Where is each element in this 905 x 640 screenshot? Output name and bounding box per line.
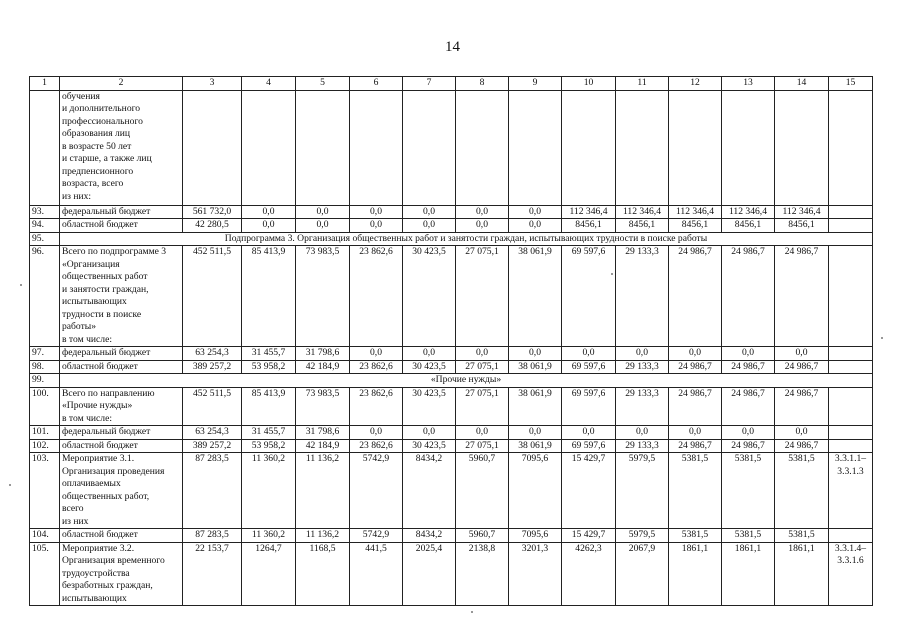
value-cell: 24 986,7 [775, 439, 829, 453]
scan-speck [881, 337, 883, 339]
value-cell: 8456,1 [722, 219, 775, 233]
value-cell: 2138,8 [456, 542, 509, 606]
value-cell: 112 346,4 [562, 205, 616, 219]
section-row [30, 232, 873, 246]
value-cell: 452 511,5 [183, 387, 242, 426]
value-cell [562, 90, 616, 205]
row-number: 99. [30, 374, 60, 388]
header-cell: 4 [242, 77, 296, 91]
value-cell: 63 254,3 [183, 426, 242, 440]
value-cell: 4262,3 [562, 542, 616, 606]
value-cell: 42 280,5 [183, 219, 242, 233]
header-cell: 2 [60, 77, 183, 91]
value-cell: 31 455,7 [242, 347, 296, 361]
value-cell: 8434,2 [403, 529, 456, 543]
value-cell: 30 423,5 [403, 439, 456, 453]
value-cell: 0,0 [242, 219, 296, 233]
row-label: федеральный бюджет [60, 347, 183, 361]
value-cell: 389 257,2 [183, 360, 242, 374]
value-cell: 23 862,6 [350, 439, 403, 453]
indicator-ref [829, 347, 873, 361]
header-cell: 11 [616, 77, 669, 91]
value-cell: 452 511,5 [183, 246, 242, 347]
table-row [30, 360, 873, 374]
value-cell: 69 597,6 [562, 360, 616, 374]
header-cell: 9 [509, 77, 562, 91]
value-cell: 0,0 [562, 347, 616, 361]
value-cell: 0,0 [509, 219, 562, 233]
row-number: 94. [30, 219, 60, 233]
value-cell: 15 429,7 [562, 453, 616, 529]
row-label: областной бюджет [60, 529, 183, 543]
value-cell: 0,0 [775, 347, 829, 361]
value-cell: 561 732,0 [183, 205, 242, 219]
value-cell: 0,0 [403, 347, 456, 361]
value-cell: 30 423,5 [403, 246, 456, 347]
value-cell: 42 184,9 [296, 439, 350, 453]
table-row [30, 219, 873, 233]
value-cell: 0,0 [242, 205, 296, 219]
value-cell: 0,0 [403, 426, 456, 440]
value-cell: 5381,5 [669, 453, 722, 529]
value-cell: 27 075,1 [456, 387, 509, 426]
value-cell: 27 075,1 [456, 360, 509, 374]
indicator-ref [829, 426, 873, 440]
section-title: «Прочие нужды» [60, 374, 873, 388]
value-cell: 23 862,6 [350, 387, 403, 426]
row-number: 96. [30, 246, 60, 347]
value-cell: 5381,5 [775, 453, 829, 529]
table-row [30, 90, 873, 205]
value-cell: 30 423,5 [403, 360, 456, 374]
value-cell: 69 597,6 [562, 387, 616, 426]
indicator-ref [829, 219, 873, 233]
value-cell: 1861,1 [722, 542, 775, 606]
value-cell: 0,0 [509, 205, 562, 219]
value-cell: 24 986,7 [722, 360, 775, 374]
value-cell: 38 061,9 [509, 246, 562, 347]
value-cell: 24 986,7 [669, 246, 722, 347]
value-cell: 24 986,7 [669, 439, 722, 453]
indicator-ref [829, 90, 873, 205]
value-cell: 38 061,9 [509, 439, 562, 453]
scan-speck [471, 611, 473, 613]
value-cell: 11 136,2 [296, 529, 350, 543]
value-cell: 0,0 [562, 426, 616, 440]
value-cell: 0,0 [669, 347, 722, 361]
value-cell: 7095,6 [509, 453, 562, 529]
indicator-ref [829, 205, 873, 219]
scan-speck [9, 484, 11, 486]
value-cell: 30 423,5 [403, 387, 456, 426]
value-cell: 0,0 [296, 205, 350, 219]
indicator-ref [829, 529, 873, 543]
value-cell: 69 597,6 [562, 246, 616, 347]
header-cell: 3 [183, 77, 242, 91]
value-cell [775, 90, 829, 205]
value-cell: 0,0 [403, 205, 456, 219]
row-number: 104. [30, 529, 60, 543]
value-cell: 27 075,1 [456, 246, 509, 347]
row-label: областной бюджет [60, 439, 183, 453]
value-cell: 8456,1 [775, 219, 829, 233]
value-cell: 15 429,7 [562, 529, 616, 543]
value-cell: 0,0 [509, 426, 562, 440]
row-number: 97. [30, 347, 60, 361]
value-cell: 38 061,9 [509, 387, 562, 426]
header-cell: 12 [669, 77, 722, 91]
indicator-ref [829, 246, 873, 347]
indicator-ref [829, 387, 873, 426]
table-row [30, 246, 873, 347]
value-cell: 5979,5 [616, 453, 669, 529]
value-cell: 8456,1 [669, 219, 722, 233]
value-cell: 53 958,2 [242, 439, 296, 453]
scan-speck [20, 284, 22, 286]
header-cell: 15 [829, 77, 873, 91]
value-cell: 27 075,1 [456, 439, 509, 453]
value-cell: 24 986,7 [722, 439, 775, 453]
value-cell: 42 184,9 [296, 360, 350, 374]
value-cell: 0,0 [296, 219, 350, 233]
row-number: 93. [30, 205, 60, 219]
table-row [30, 347, 873, 361]
row-label: областной бюджет [60, 360, 183, 374]
value-cell: 5960,7 [456, 529, 509, 543]
value-cell: 0,0 [350, 426, 403, 440]
header-cell: 10 [562, 77, 616, 91]
value-cell: 23 862,6 [350, 246, 403, 347]
value-cell: 24 986,7 [722, 246, 775, 347]
value-cell: 3201,3 [509, 542, 562, 606]
value-cell: 23 862,6 [350, 360, 403, 374]
value-cell: 73 983,5 [296, 246, 350, 347]
indicator-ref: 3.3.1.1– 3.3.1.3 [829, 453, 873, 529]
row-label: Мероприятие 3.1. Организация проведения оплачиваемых общественных работ, всего из них [60, 453, 183, 529]
value-cell: 1264,7 [242, 542, 296, 606]
value-cell: 0,0 [616, 347, 669, 361]
value-cell: 69 597,6 [562, 439, 616, 453]
header-cell: 7 [403, 77, 456, 91]
value-cell: 0,0 [350, 347, 403, 361]
value-cell [456, 90, 509, 205]
header-cell: 1 [30, 77, 60, 91]
value-cell: 5979,5 [616, 529, 669, 543]
value-cell: 24 986,7 [775, 387, 829, 426]
row-number: 95. [30, 232, 60, 246]
value-cell: 0,0 [350, 205, 403, 219]
value-cell: 441,5 [350, 542, 403, 606]
value-cell: 389 257,2 [183, 439, 242, 453]
value-cell: 11 360,2 [242, 453, 296, 529]
table-row [30, 453, 873, 529]
value-cell: 5381,5 [669, 529, 722, 543]
value-cell: 0,0 [456, 205, 509, 219]
value-cell: 11 136,2 [296, 453, 350, 529]
value-cell: 22 153,7 [183, 542, 242, 606]
value-cell: 5742,9 [350, 529, 403, 543]
value-cell: 87 283,5 [183, 453, 242, 529]
indicator-ref [829, 360, 873, 374]
value-cell: 112 346,4 [775, 205, 829, 219]
row-number: 102. [30, 439, 60, 453]
value-cell: 31 455,7 [242, 426, 296, 440]
value-cell: 0,0 [509, 347, 562, 361]
header-cell: 13 [722, 77, 775, 91]
table-row [30, 529, 873, 543]
value-cell: 1861,1 [775, 542, 829, 606]
row-label: обучения и дополнительного профессионального образования лиц в возрасте 50 лет и старше, а также лиц предпенсионного возраста, всего из них: [60, 90, 183, 205]
value-cell: 53 958,2 [242, 360, 296, 374]
header-cell: 8 [456, 77, 509, 91]
value-cell [350, 90, 403, 205]
value-cell: 1168,5 [296, 542, 350, 606]
value-cell: 0,0 [456, 347, 509, 361]
table-row [30, 426, 873, 440]
value-cell [616, 90, 669, 205]
row-label: Всего по подпрограмме 3 «Организация общественных работ и занятости граждан, испытывающих трудности в поиске работы» в том числе: [60, 246, 183, 347]
value-cell: 5742,9 [350, 453, 403, 529]
row-label: Всего по направлению «Прочие нужды» в том числе: [60, 387, 183, 426]
value-cell: 8434,2 [403, 453, 456, 529]
row-label: федеральный бюджет [60, 426, 183, 440]
value-cell: 85 413,9 [242, 246, 296, 347]
value-cell: 24 986,7 [775, 360, 829, 374]
value-cell: 29 133,3 [616, 387, 669, 426]
value-cell: 29 133,3 [616, 246, 669, 347]
value-cell: 31 798,6 [296, 347, 350, 361]
value-cell: 73 983,5 [296, 387, 350, 426]
header-cell: 14 [775, 77, 829, 91]
value-cell [669, 90, 722, 205]
scan-speck [611, 273, 613, 275]
header-row [30, 77, 873, 91]
budget-table [29, 76, 873, 606]
value-cell: 0,0 [669, 426, 722, 440]
value-cell: 24 986,7 [775, 246, 829, 347]
value-cell: 11 360,2 [242, 529, 296, 543]
indicator-ref: 3.3.1.4– 3.3.1.6 [829, 542, 873, 606]
value-cell: 63 254,3 [183, 347, 242, 361]
value-cell [403, 90, 456, 205]
table-row [30, 439, 873, 453]
row-number: 105. [30, 542, 60, 606]
value-cell: 8456,1 [562, 219, 616, 233]
header-cell: 5 [296, 77, 350, 91]
value-cell [242, 90, 296, 205]
header-cell: 6 [350, 77, 403, 91]
value-cell [722, 90, 775, 205]
row-number [30, 90, 60, 205]
table-row [30, 205, 873, 219]
value-cell: 5960,7 [456, 453, 509, 529]
table-row [30, 542, 873, 606]
value-cell: 38 061,9 [509, 360, 562, 374]
value-cell: 5381,5 [722, 529, 775, 543]
value-cell: 7095,6 [509, 529, 562, 543]
value-cell: 24 986,7 [669, 360, 722, 374]
value-cell: 112 346,4 [669, 205, 722, 219]
value-cell: 24 986,7 [722, 387, 775, 426]
value-cell: 29 133,3 [616, 360, 669, 374]
value-cell: 112 346,4 [722, 205, 775, 219]
value-cell: 2025,4 [403, 542, 456, 606]
value-cell: 0,0 [403, 219, 456, 233]
value-cell: 2067,9 [616, 542, 669, 606]
section-row [30, 374, 873, 388]
value-cell: 5381,5 [722, 453, 775, 529]
value-cell [509, 90, 562, 205]
row-number: 101. [30, 426, 60, 440]
value-cell: 0,0 [722, 426, 775, 440]
value-cell: 29 133,3 [616, 439, 669, 453]
row-number: 103. [30, 453, 60, 529]
row-number: 98. [30, 360, 60, 374]
value-cell: 0,0 [775, 426, 829, 440]
row-label: областной бюджет [60, 219, 183, 233]
row-label: Мероприятие 3.2. Организация временного трудоустройства безработных граждан, испытывающих [60, 542, 183, 606]
section-title: Подпрограмма 3. Организация общественных работ и занятости граждан, испытывающих трудности в поиске работы [60, 232, 873, 246]
value-cell: 0,0 [456, 219, 509, 233]
table-row [30, 387, 873, 426]
indicator-ref [829, 439, 873, 453]
value-cell: 112 346,4 [616, 205, 669, 219]
value-cell: 5381,5 [775, 529, 829, 543]
value-cell [183, 90, 242, 205]
value-cell: 1861,1 [669, 542, 722, 606]
value-cell: 0,0 [350, 219, 403, 233]
page-number: 14 [445, 39, 460, 55]
value-cell: 85 413,9 [242, 387, 296, 426]
value-cell [296, 90, 350, 205]
value-cell: 8456,1 [616, 219, 669, 233]
value-cell: 31 798,6 [296, 426, 350, 440]
value-cell: 0,0 [616, 426, 669, 440]
value-cell: 0,0 [722, 347, 775, 361]
value-cell: 87 283,5 [183, 529, 242, 543]
row-label: федеральный бюджет [60, 205, 183, 219]
value-cell: 0,0 [456, 426, 509, 440]
row-number: 100. [30, 387, 60, 426]
value-cell: 24 986,7 [669, 387, 722, 426]
